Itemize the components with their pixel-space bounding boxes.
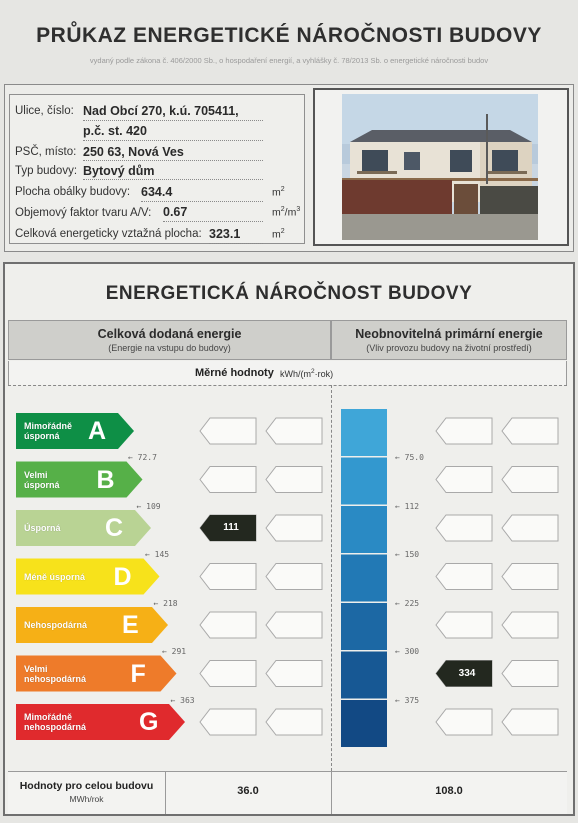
energy-class-label: nehospodárná — [24, 722, 87, 732]
street-value-line1: Nad Obcí 270, k.ú. 705411, — [83, 104, 239, 118]
empty-value-tag — [502, 418, 558, 444]
class-limit-left: ← 109 — [136, 501, 161, 511]
class-limit-left: ← 218 — [153, 598, 178, 608]
class-limit-right: ← 112 — [395, 501, 420, 511]
class-limit-right: ← 225 — [395, 598, 420, 608]
energy-class-label: Velmi — [24, 469, 48, 480]
primary-energy-total: 108.0 — [435, 785, 463, 797]
energy-performance-title: ENERGETICKÁ NÁROČNOST BUDOVY — [105, 283, 473, 304]
specific-values-label: Měrné hodnoty — [195, 367, 274, 379]
reference-area-value: 323.1 — [209, 227, 241, 241]
energy-class-letter: D — [113, 562, 132, 591]
class-limit-right: ← 150 — [395, 550, 420, 559]
empty-value-tag — [436, 467, 492, 493]
energy-class-label: úsporná — [24, 431, 60, 441]
primary-energy-scale-segment — [341, 458, 387, 505]
specific-values-unit: kWh/$(m^2\cdot rok)$ — [280, 368, 334, 379]
energy-class-label: Mimořádně — [24, 712, 73, 722]
class-limit-left: ← 145 — [145, 550, 170, 559]
energy-class-label: úsporná — [24, 479, 60, 490]
reference-area-label: Celková energeticky vztažná plocha: — [15, 228, 202, 240]
street-value-line2: p.č. st. 420 — [83, 124, 147, 138]
class-limit-right: ← 75.0 — [395, 453, 424, 462]
shape-factor-label: Objemový faktor tvaru A/V: — [15, 207, 152, 219]
shape-factor-value: 0.67 — [163, 205, 188, 219]
class-limit-left: ← 363 — [170, 695, 195, 705]
whole-building-unit: MWh/rok — [69, 794, 104, 804]
energy-class-label: Úsporná — [24, 523, 61, 533]
empty-value-tag — [266, 515, 322, 541]
psc-value: 250 63, Nová Ves — [83, 145, 184, 159]
psc-label: PSČ, místo: — [15, 146, 77, 158]
delivered-energy-title: Celková dodaná energie — [97, 327, 242, 341]
energy-class-label: nehospodárná — [24, 673, 87, 684]
empty-value-tag — [266, 418, 322, 444]
class-limit-left: ← 72.7 — [128, 453, 157, 462]
primary-energy-scale-segment — [341, 603, 387, 650]
empty-value-tag — [266, 612, 322, 638]
primary-energy-title: Neobnovitelná primární energie — [355, 327, 543, 341]
envelope-area-value: 634.4 — [141, 185, 173, 199]
primary-energy-scale-segment — [341, 700, 387, 747]
empty-value-tag — [200, 661, 256, 687]
empty-value-tag — [436, 418, 492, 444]
building-type-value: Bytový dům — [83, 164, 155, 178]
class-limit-left: ← 291 — [162, 647, 187, 656]
empty-value-tag — [200, 467, 256, 493]
empty-value-tag — [436, 709, 492, 735]
energy-class-letter: A — [88, 417, 107, 445]
reference-area-unit: $m^2$ — [272, 228, 285, 241]
primary-energy-scale-segment — [341, 506, 387, 553]
empty-value-tag — [502, 709, 558, 735]
empty-value-tag — [502, 467, 558, 493]
certificate-subtitle: vydaný podle zákona č. 406/2000 Sb., o hospodaření energií, a vyhlášky č. 78/2013 Sb. o energetické náročnosti budov — [89, 56, 489, 65]
class-limit-right: ← 375 — [395, 695, 420, 705]
building-type-label: Typ budovy: — [15, 165, 78, 177]
empty-value-tag — [200, 709, 256, 735]
energy-class-label: Méně úsporná — [24, 571, 86, 582]
energy-class-letter: E — [122, 611, 139, 639]
energy-class-letter: F — [130, 659, 146, 688]
empty-value-tag — [502, 661, 558, 687]
empty-value-tag — [436, 515, 492, 541]
shape-factor-unit: $m^2/m^3$ — [272, 206, 301, 219]
delivered-energy-subtitle: (Energie na vstupu do budovy) — [108, 343, 231, 353]
energy-class-label: Mimořádně — [24, 421, 73, 431]
empty-value-tag — [266, 564, 322, 590]
empty-value-tag — [200, 612, 256, 638]
primary-energy-scale-segment — [341, 555, 387, 602]
empty-value-tag — [436, 612, 492, 638]
empty-value-tag — [266, 709, 322, 735]
whole-building-label: Hodnoty pro celou budovu — [19, 780, 154, 792]
energy-class-label: Nehospodárná — [24, 620, 88, 630]
empty-value-tag — [502, 515, 558, 541]
certificate-title: PRŮKAZ ENERGETICKÉ NÁROČNOSTI BUDOVY — [36, 24, 542, 47]
primary-energy-scale-segment — [341, 652, 387, 699]
empty-value-tag — [200, 418, 256, 444]
class-limit-right: ← 300 — [395, 647, 420, 656]
empty-value-tag — [266, 661, 322, 687]
delivered-energy-total: 36.0 — [237, 785, 259, 797]
primary-energy-scale-segment — [341, 409, 387, 456]
energy-class-letter: C — [105, 514, 124, 542]
empty-value-tag — [436, 564, 492, 590]
energy-class-label: Velmi — [24, 663, 48, 674]
empty-value-tag — [502, 564, 558, 590]
envelope-area-unit: $m^2$ — [272, 186, 285, 199]
delivered-energy-value-marker: 111 — [223, 522, 239, 533]
street-label: Ulice, číslo: — [15, 105, 74, 117]
empty-value-tag — [200, 564, 256, 590]
primary-energy-subtitle: (Vliv provozu budovy na životní prostředí) — [366, 343, 532, 353]
energy-class-letter: B — [96, 465, 115, 494]
primary-energy-value-marker: 334 — [458, 667, 476, 679]
empty-value-tag — [502, 612, 558, 638]
envelope-area-label: Plocha obálky budovy: — [15, 186, 131, 198]
empty-value-tag — [266, 467, 322, 493]
energy-class-letter: G — [139, 708, 159, 736]
